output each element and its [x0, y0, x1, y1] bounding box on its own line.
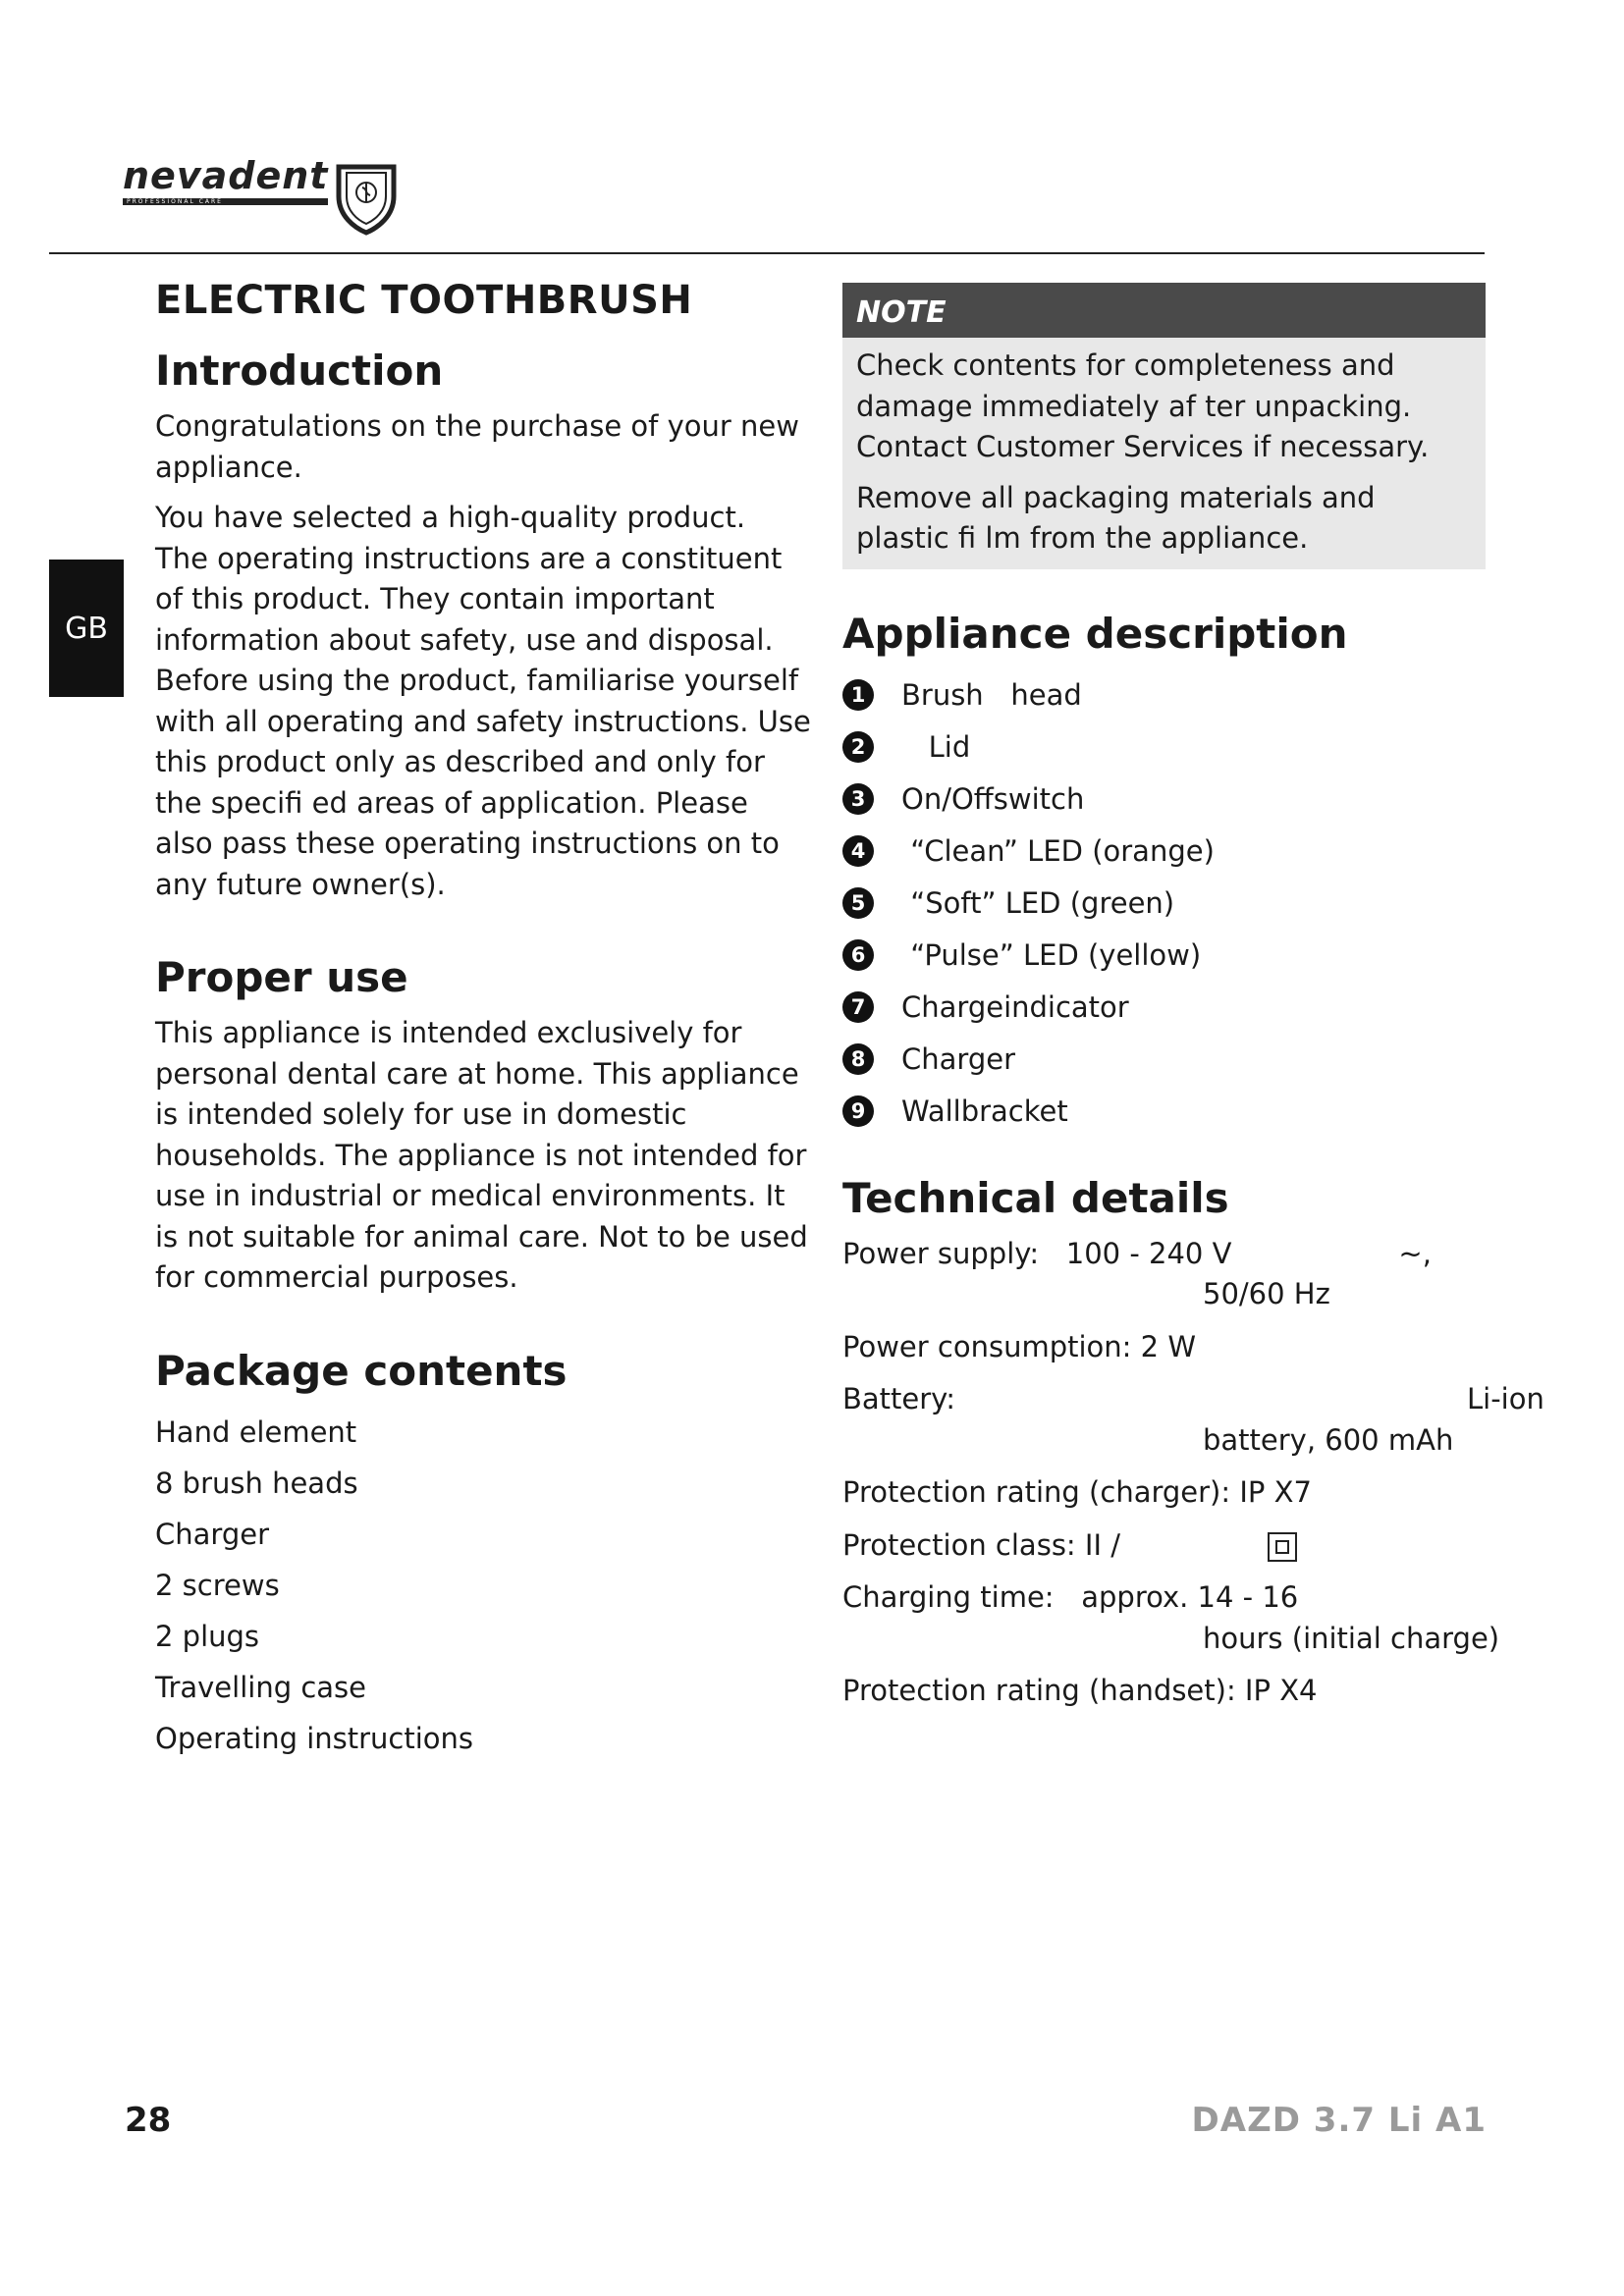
number-badge: 8	[842, 1043, 874, 1075]
number-badge: 5	[842, 887, 874, 919]
charging-time-label: Charging time:	[842, 1580, 1055, 1614]
part-label: Lid	[901, 730, 971, 764]
power-supply-label: Power supply:	[842, 1236, 1040, 1270]
list-item	[842, 1086, 1487, 1138]
part-label: Wallbracket	[901, 1095, 1068, 1128]
list-item	[842, 669, 1487, 721]
part-label: Brush head	[901, 678, 1082, 712]
list-item	[842, 982, 1487, 1034]
package-contents-list	[155, 1407, 813, 1764]
proper-use-heading: Proper use	[155, 953, 408, 1001]
page-title: ELECTRIC TOOTHBRUSH	[155, 278, 693, 323]
language-tab: GB	[49, 560, 124, 697]
list-item: 2 screws	[155, 1568, 280, 1602]
brand-logo	[123, 154, 399, 236]
note-box	[842, 283, 1486, 569]
list-item	[842, 774, 1487, 826]
list-item	[842, 721, 1487, 774]
appliance-description-heading: Appliance description	[842, 609, 1348, 658]
list-item: 2 plugs	[155, 1619, 260, 1653]
note-paragraph-1: Check contents for completeness and damage immediately af ter unpacking. Contact Customer Services if necessary.	[856, 348, 1430, 463]
battery-label: Battery:	[842, 1382, 955, 1415]
part-label: Charger	[901, 1042, 1015, 1076]
list-item	[842, 878, 1487, 930]
battery-type: Li-ion	[1467, 1382, 1544, 1415]
brand-name: nevadent	[123, 154, 329, 197]
number-badge: 4	[842, 835, 874, 867]
list-item	[842, 826, 1487, 878]
charging-time-value: approx. 14 - 16	[1081, 1580, 1299, 1614]
number-badge: 2	[842, 731, 874, 763]
list-item: Travelling case	[155, 1670, 366, 1704]
part-label: “Soft” LED (green)	[901, 886, 1175, 920]
protection-rating-handset: Protection rating (handset): IP X4	[842, 1674, 1318, 1707]
introduction-paragraph-2: You have selected a high-quality product.	[155, 501, 746, 534]
number-badge: 6	[842, 939, 874, 971]
list-item	[842, 1034, 1487, 1086]
shield-icon	[334, 161, 399, 236]
protection-class: Protection class: II /	[842, 1527, 1121, 1562]
note-paragraph-2: Remove all packaging materials and plastic fi lm from the appliance.	[856, 480, 1376, 555]
list-item: 8 brush heads	[155, 1466, 358, 1500]
part-label: Chargeindicator	[901, 990, 1129, 1024]
part-label: “Pulse” LED (yellow)	[901, 938, 1202, 972]
part-label: On/Offswitch	[901, 782, 1085, 816]
proper-use-paragraph: This appliance is intended exclusively for personal dental care at home. This appliance is intended solely for use in domestic households. The appliance is not intended for use in industrial or medical environments. It is not suitable for animal care. Not to be used for commercial purposes.	[155, 1016, 808, 1294]
introduction-heading: Introduction	[155, 347, 444, 395]
appliance-parts-list	[842, 669, 1487, 1138]
list-item: Operating instructions	[155, 1721, 474, 1755]
introduction-paragraph-3: The operating instructions are a constituent of this product. They contain important information about safety, use and disposal. Before using the product, familiarise yourself with all operating and safety instructions. Use this product only as described and only for the specifi ed areas of application. Please also pass these operating instructions on to any future owner(s).	[155, 541, 811, 901]
charging-time-note: hours (initial charge)	[1203, 1621, 1500, 1655]
introduction-paragraph-1: Congratulations on the purchase of your new appliance.	[155, 409, 799, 484]
left-column	[155, 277, 813, 1764]
part-label: “Clean” LED (orange)	[901, 834, 1215, 868]
technical-details-heading: Technical details	[842, 1173, 1229, 1222]
header-divider	[49, 252, 1485, 254]
protection-class-ii-icon	[1268, 1532, 1297, 1562]
list-item	[842, 930, 1487, 982]
list-item: Hand element	[155, 1415, 357, 1449]
number-badge: 7	[842, 991, 874, 1023]
power-supply-frequency: 50/60 Hz	[1203, 1277, 1330, 1310]
page-number: 28	[125, 2101, 172, 2140]
model-number: DAZD 3.7 Li A1	[1191, 2101, 1487, 2140]
ac-symbol: ~,	[1398, 1236, 1432, 1270]
power-supply-value: 100 - 240 V	[1065, 1236, 1232, 1270]
number-badge: 3	[842, 783, 874, 815]
right-column	[842, 283, 1544, 1712]
protection-rating-charger: Protection rating (charger): IP X7	[842, 1475, 1312, 1509]
package-contents-heading: Package contents	[155, 1346, 568, 1395]
battery-capacity: battery, 600 mAh	[1203, 1422, 1454, 1457]
brand-subtitle: PROFESSIONAL CARE	[123, 198, 328, 205]
technical-details	[842, 1234, 1544, 1712]
power-consumption: Power consumption: 2 W	[842, 1329, 1196, 1363]
number-badge: 1	[842, 679, 874, 711]
list-item: Charger	[155, 1517, 269, 1551]
number-badge: 9	[842, 1095, 874, 1127]
note-label: NOTE	[842, 283, 1486, 338]
